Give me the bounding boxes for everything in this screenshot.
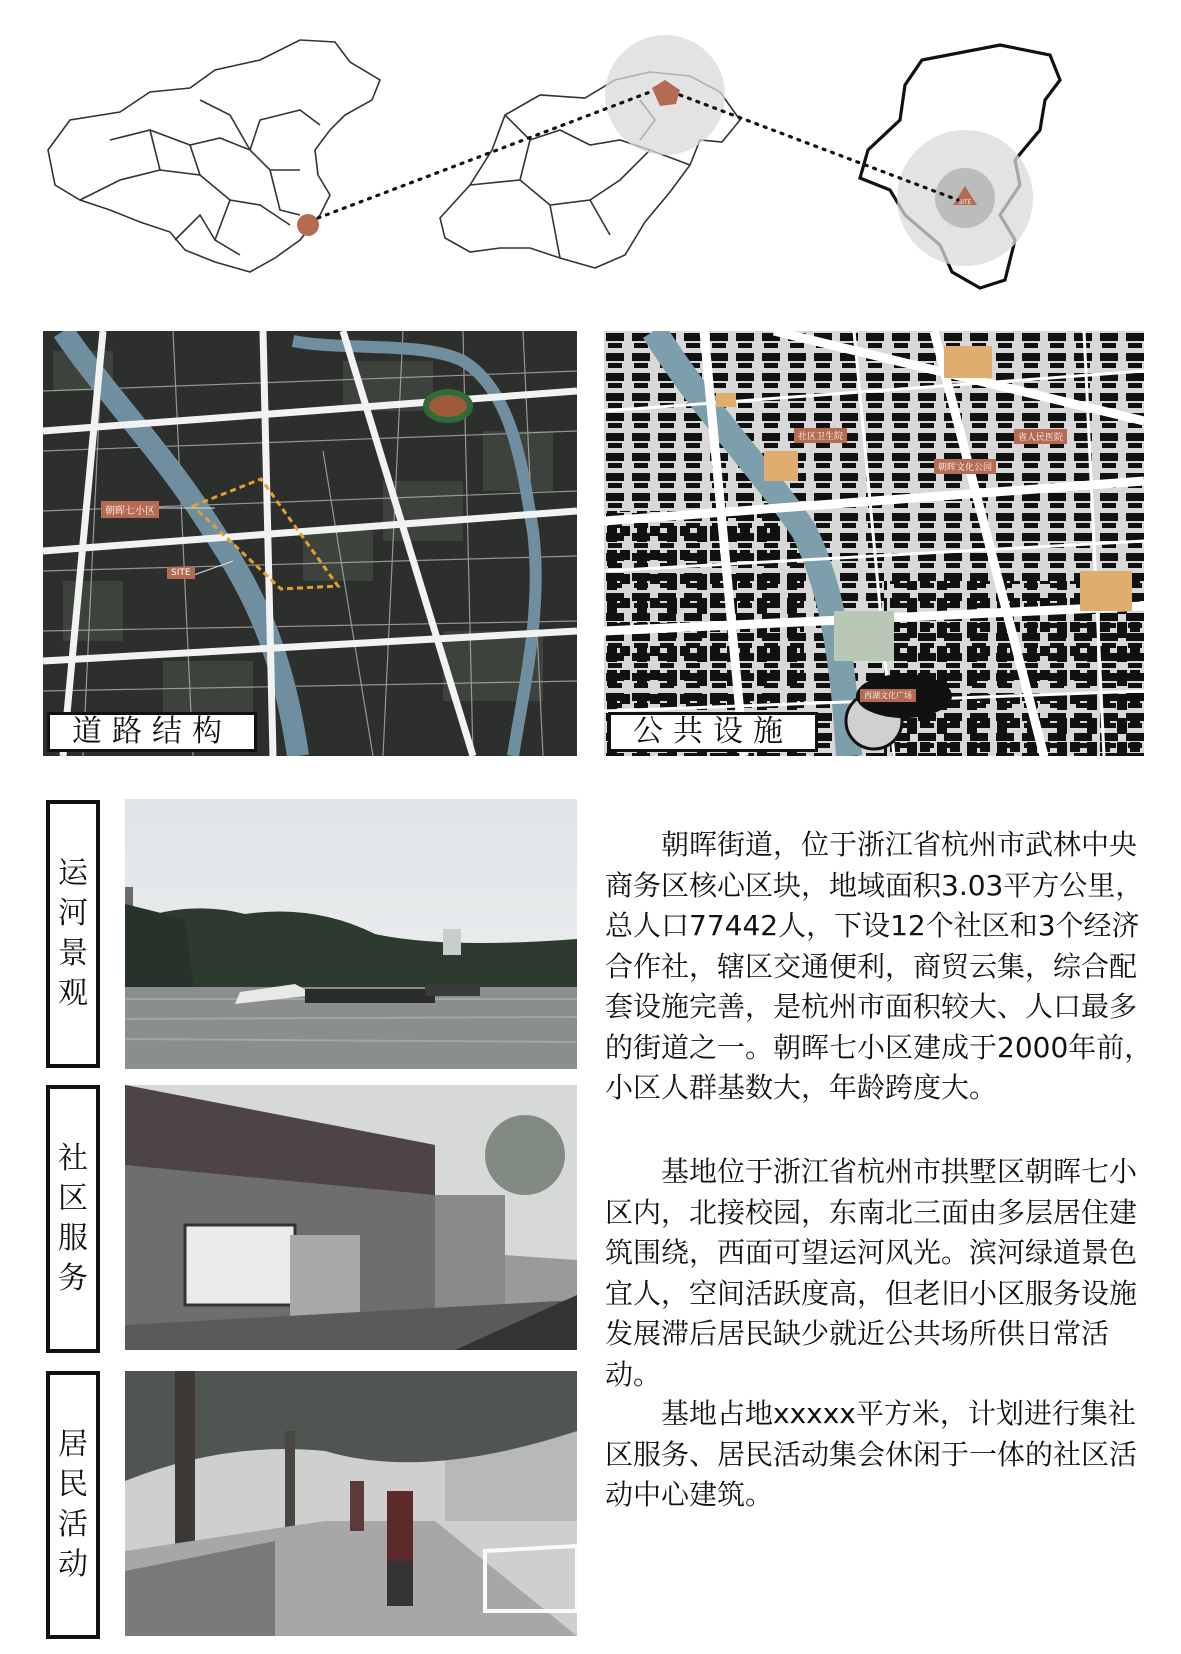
map-annotation-community: 朝晖七小区 <box>101 501 159 518</box>
facility-block-1 <box>944 346 992 378</box>
photo-canal <box>125 799 577 1069</box>
description-paragraph-2: 基地位于浙江省杭州市拱墅区朝晖七小区内，北接校园，东南北三面由多层居住建筑围绕，西面可望运河风光。滨河绿道景色宜人，空间活跃度高，但老旧小区服务设施发展滞后居民缺少就近公共场所供日常活动。 <box>605 1155 1138 1391</box>
description-paragraph-1: 朝晖街道，位于浙江省杭州市武林中央商务区核心区块，地域面积3.03平方公里，总人口77442人，下设12个社区和3个经济合作社，辖区交通便利，商贸云集，综合配套设施完善，是杭州市面积较大、人口最多的街道之一。朝晖七小区建成于2000年前，小区人群基数大，年龄跨度大。 <box>605 828 1153 1104</box>
label-canal-landscape: 运 河 景 观 <box>46 800 100 1068</box>
map-annotation-clinic: 社区卫生院 <box>794 428 847 443</box>
map-annotation-hospital: 省人民医院 <box>1014 429 1067 444</box>
location-diagram <box>0 0 1181 300</box>
facility-block-2 <box>764 451 798 481</box>
facility-block-3 <box>716 393 736 407</box>
map-annotation-plaza: 西湖文化广场 <box>860 689 916 702</box>
map-annotation-park: 朝晖文化公园 <box>934 459 996 474</box>
china-map <box>48 40 380 272</box>
road-structure-map <box>43 331 577 756</box>
facility-block-4 <box>1080 571 1132 611</box>
sports-track <box>426 392 470 420</box>
label-community-service: 社 区 服 务 <box>46 1085 100 1353</box>
public-facilities-map <box>604 331 1144 756</box>
site-tag: SITE <box>958 199 972 206</box>
photo-resident-activity <box>125 1371 577 1636</box>
connector-line-1 <box>318 92 650 218</box>
connector-line-2 <box>680 95 958 200</box>
public-facilities-label: 公共设施 <box>608 712 818 752</box>
description-paragraph-3: 基地占地xxxxx平方米，计划进行集社区服务、居民活动集会休闲于一体的社区活动中心建筑。 <box>605 1397 1138 1511</box>
park-green <box>834 611 894 661</box>
photo-community-service <box>125 1085 577 1350</box>
label-resident-activity: 居 民 活 动 <box>46 1371 100 1639</box>
china-site-marker <box>297 214 319 236</box>
road-structure-label: 道路结构 <box>47 712 257 752</box>
map-annotation-site: SITE <box>167 567 195 579</box>
